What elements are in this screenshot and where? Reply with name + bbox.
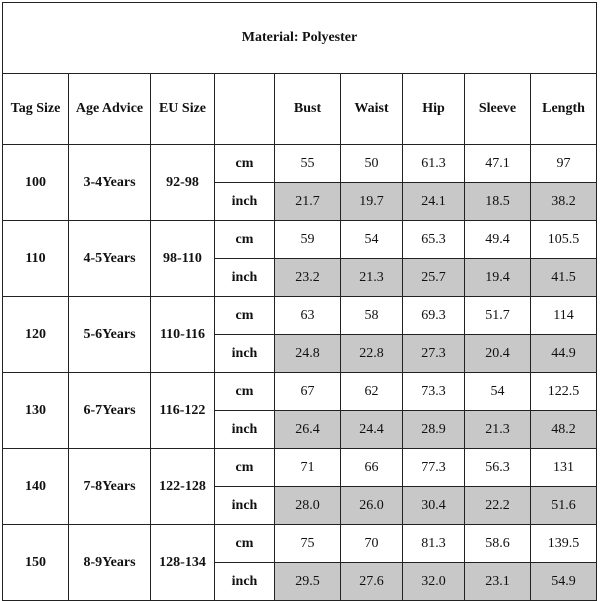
sleeve-value: 22.2: [465, 487, 531, 525]
age-advice-cell: 3-4Years: [69, 145, 151, 221]
sleeve-value: 18.5: [465, 183, 531, 221]
hip-value: 69.3: [403, 297, 465, 335]
bust-value: 55: [275, 145, 341, 183]
sleeve-value: 54: [465, 373, 531, 411]
hip-value: 30.4: [403, 487, 465, 525]
length-value: 51.6: [531, 487, 597, 525]
length-value: 105.5: [531, 221, 597, 259]
unit-label: inch: [215, 183, 275, 221]
age-advice-cell: 8-9Years: [69, 525, 151, 601]
waist-value: 27.6: [341, 563, 403, 601]
sleeve-value: 21.3: [465, 411, 531, 449]
header-eu-size: EU Size: [151, 74, 215, 145]
bust-value: 26.4: [275, 411, 341, 449]
header-waist: Waist: [341, 74, 403, 145]
bust-value: 29.5: [275, 563, 341, 601]
header-age-advice: Age Advice: [69, 74, 151, 145]
length-value: 97: [531, 145, 597, 183]
header-row: [3, 74, 597, 145]
waist-value: 62: [341, 373, 403, 411]
header-length: Length: [531, 74, 597, 145]
bust-value: 59: [275, 221, 341, 259]
length-value: 131: [531, 449, 597, 487]
sleeve-value: 47.1: [465, 145, 531, 183]
sleeve-value: 49.4: [465, 221, 531, 259]
age-advice-cell: 5-6Years: [69, 297, 151, 373]
hip-value: 24.1: [403, 183, 465, 221]
hip-value: 32.0: [403, 563, 465, 601]
hip-value: 73.3: [403, 373, 465, 411]
hip-value: 81.3: [403, 525, 465, 563]
bust-value: 67: [275, 373, 341, 411]
bust-value: 21.7: [275, 183, 341, 221]
age-advice-cell: 4-5Years: [69, 221, 151, 297]
tag-size-cell: 100: [3, 145, 69, 221]
eu-size-cell: 98-110: [151, 221, 215, 297]
bust-value: 23.2: [275, 259, 341, 297]
header-unit: [215, 74, 275, 145]
waist-value: 66: [341, 449, 403, 487]
title-row: [3, 3, 597, 74]
table-title: Material: Polyester: [3, 3, 597, 74]
unit-label: inch: [215, 335, 275, 373]
sleeve-value: 58.6: [465, 525, 531, 563]
length-value: 54.9: [531, 563, 597, 601]
table-row: [3, 373, 597, 411]
length-value: 122.5: [531, 373, 597, 411]
unit-label: cm: [215, 297, 275, 335]
bust-value: 63: [275, 297, 341, 335]
sleeve-value: 51.7: [465, 297, 531, 335]
hip-value: 65.3: [403, 221, 465, 259]
sleeve-value: 23.1: [465, 563, 531, 601]
waist-value: 54: [341, 221, 403, 259]
sleeve-value: 56.3: [465, 449, 531, 487]
hip-value: 77.3: [403, 449, 465, 487]
length-value: 114: [531, 297, 597, 335]
table-row: [3, 297, 597, 335]
eu-size-cell: 128-134: [151, 525, 215, 601]
sleeve-value: 19.4: [465, 259, 531, 297]
unit-label: cm: [215, 449, 275, 487]
table-row: [3, 221, 597, 259]
waist-value: 50: [341, 145, 403, 183]
length-value: 38.2: [531, 183, 597, 221]
unit-label: inch: [215, 563, 275, 601]
hip-value: 27.3: [403, 335, 465, 373]
unit-label: cm: [215, 525, 275, 563]
length-value: 41.5: [531, 259, 597, 297]
waist-value: 58: [341, 297, 403, 335]
length-value: 44.9: [531, 335, 597, 373]
size-chart: [2, 2, 596, 596]
tag-size-cell: 110: [3, 221, 69, 297]
bust-value: 24.8: [275, 335, 341, 373]
age-advice-cell: 7-8Years: [69, 449, 151, 525]
waist-value: 21.3: [341, 259, 403, 297]
waist-value: 70: [341, 525, 403, 563]
bust-value: 75: [275, 525, 341, 563]
waist-value: 26.0: [341, 487, 403, 525]
unit-label: cm: [215, 145, 275, 183]
size-table: [2, 2, 597, 601]
sleeve-value: 20.4: [465, 335, 531, 373]
tag-size-cell: 120: [3, 297, 69, 373]
hip-value: 61.3: [403, 145, 465, 183]
tag-size-cell: 150: [3, 525, 69, 601]
header-tag-size: Tag Size: [3, 74, 69, 145]
unit-label: inch: [215, 411, 275, 449]
eu-size-cell: 92-98: [151, 145, 215, 221]
length-value: 48.2: [531, 411, 597, 449]
eu-size-cell: 116-122: [151, 373, 215, 449]
eu-size-cell: 110-116: [151, 297, 215, 373]
table-row: [3, 449, 597, 487]
header-sleeve: Sleeve: [465, 74, 531, 145]
unit-label: inch: [215, 487, 275, 525]
header-bust: Bust: [275, 74, 341, 145]
bust-value: 28.0: [275, 487, 341, 525]
table-row: [3, 525, 597, 563]
length-value: 139.5: [531, 525, 597, 563]
waist-value: 19.7: [341, 183, 403, 221]
hip-value: 25.7: [403, 259, 465, 297]
unit-label: inch: [215, 259, 275, 297]
tag-size-cell: 140: [3, 449, 69, 525]
age-advice-cell: 6-7Years: [69, 373, 151, 449]
hip-value: 28.9: [403, 411, 465, 449]
tag-size-cell: 130: [3, 373, 69, 449]
waist-value: 22.8: [341, 335, 403, 373]
unit-label: cm: [215, 373, 275, 411]
unit-label: cm: [215, 221, 275, 259]
waist-value: 24.4: [341, 411, 403, 449]
bust-value: 71: [275, 449, 341, 487]
header-hip: Hip: [403, 74, 465, 145]
eu-size-cell: 122-128: [151, 449, 215, 525]
table-row: [3, 145, 597, 183]
